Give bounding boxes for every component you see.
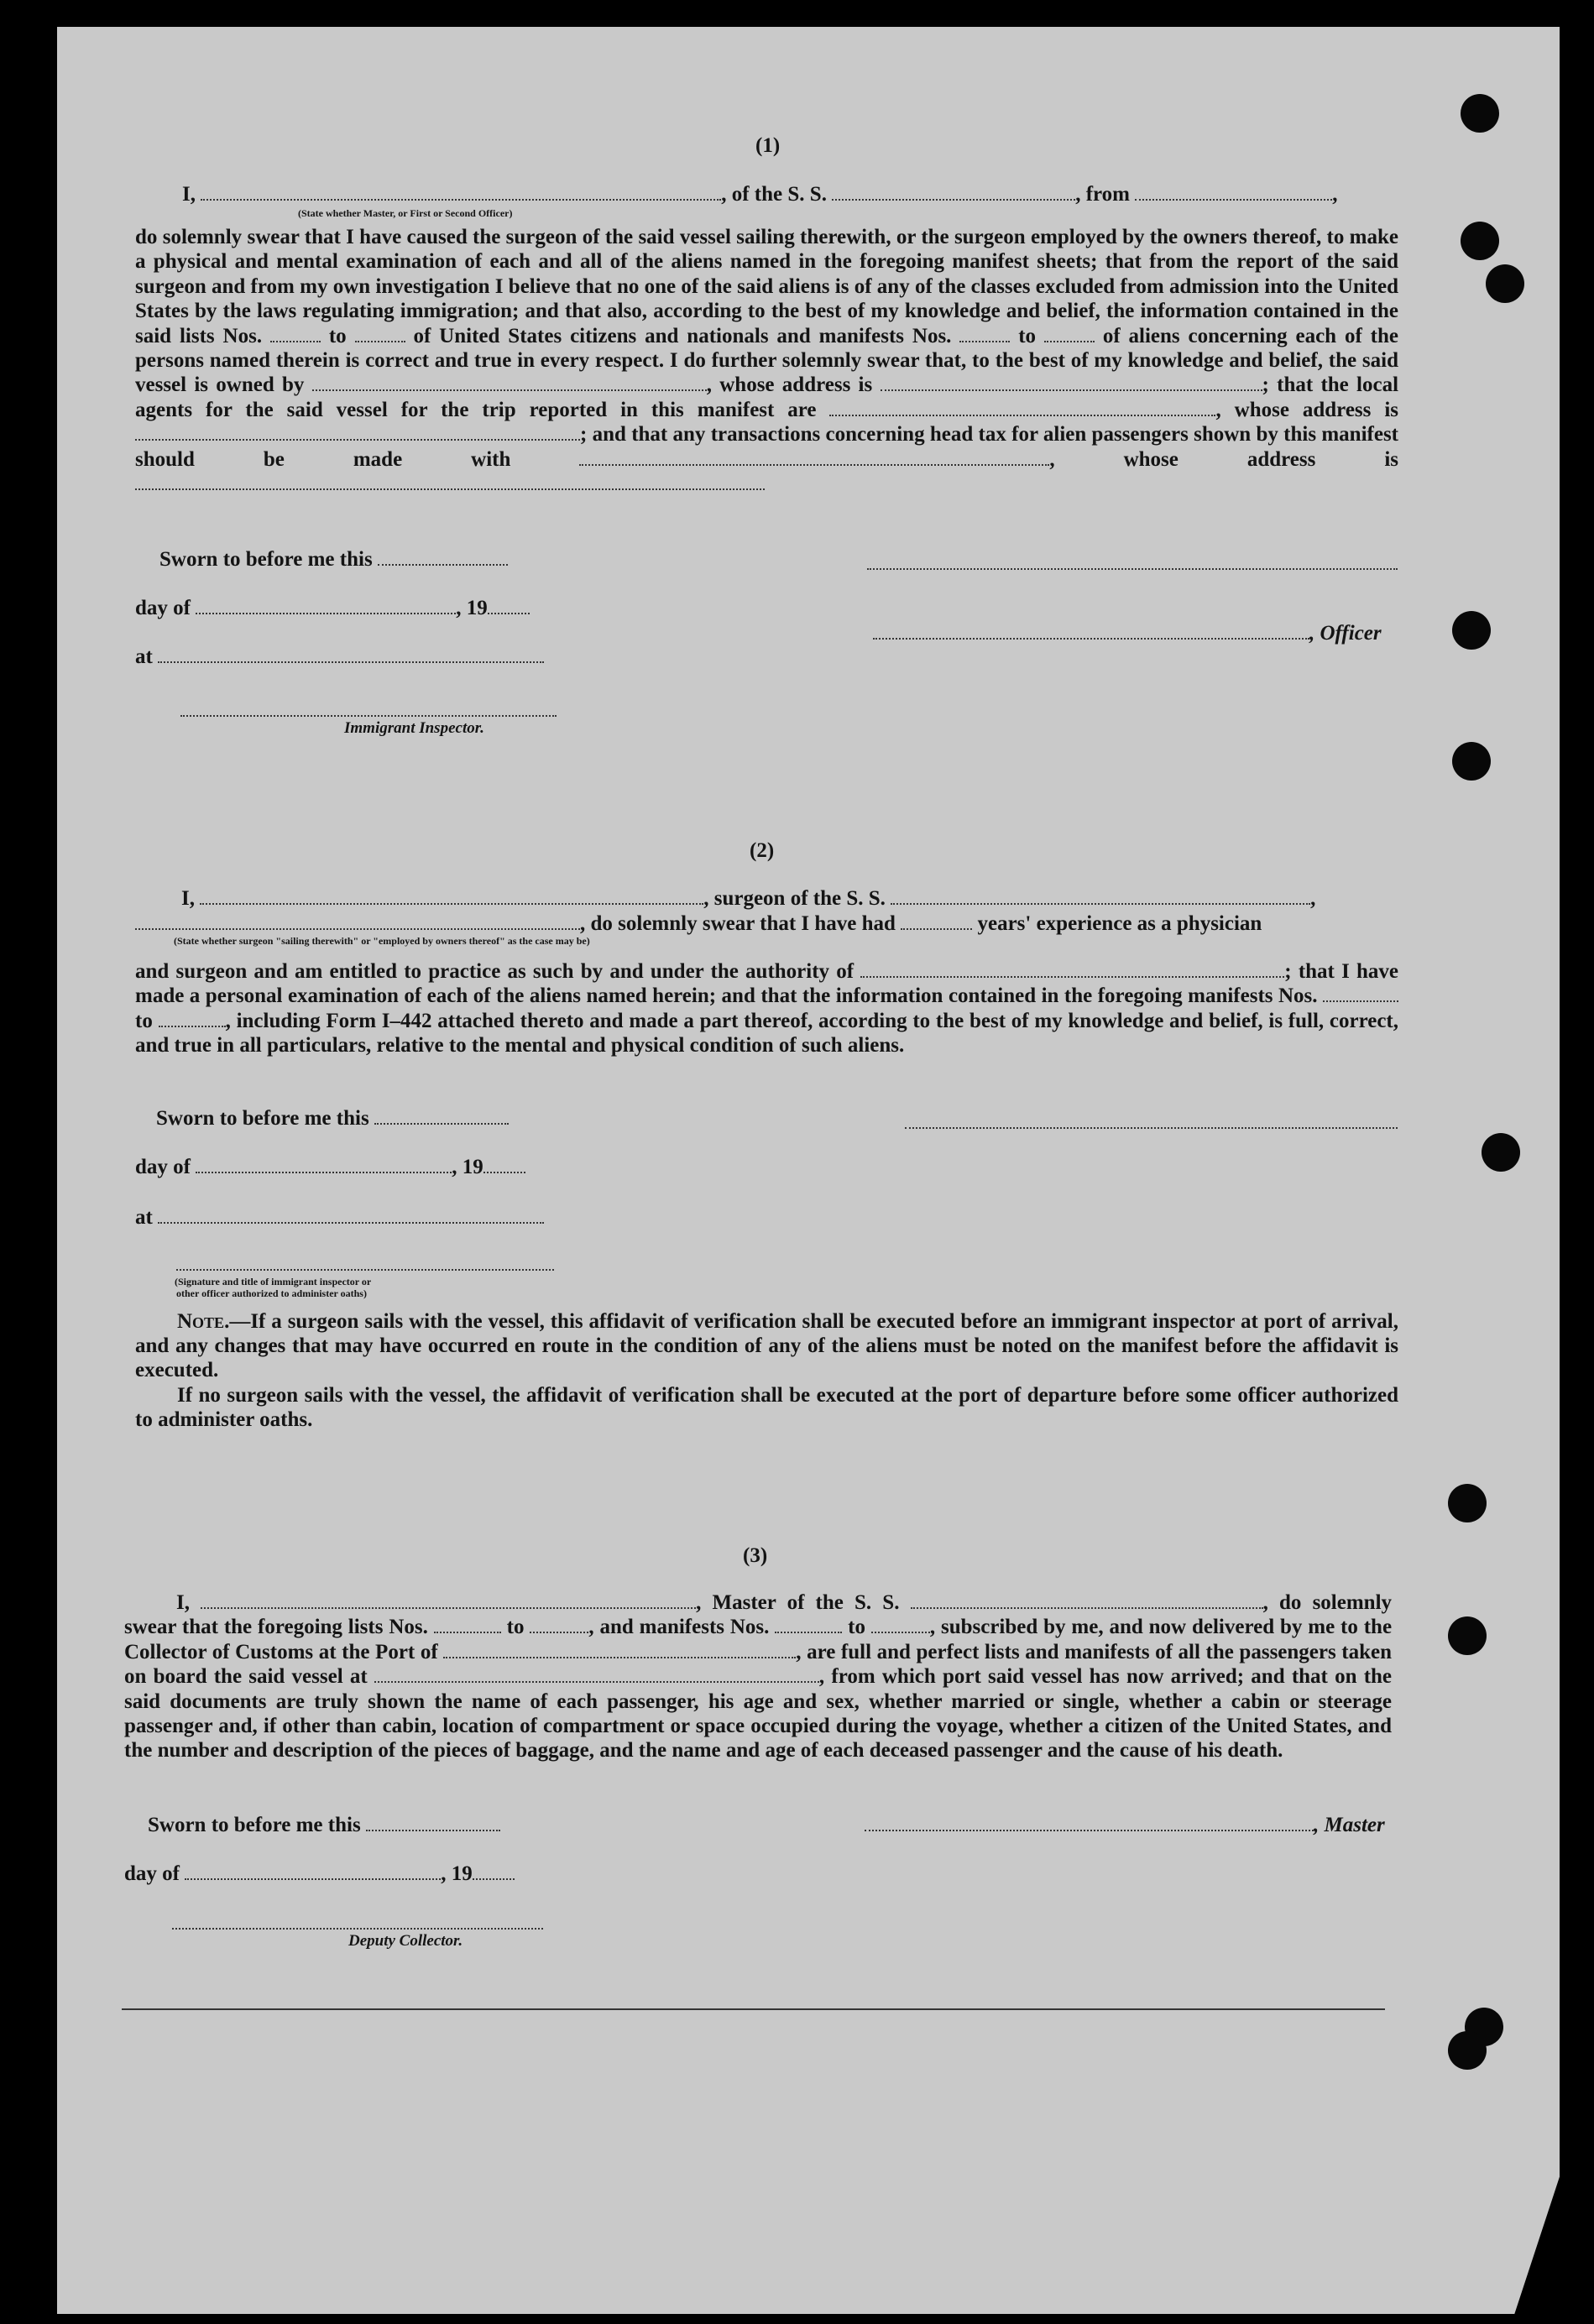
- immigrant-inspector-caption: Immigrant Inspector.: [344, 719, 484, 737]
- note-paragraph-2: [135, 1383, 1398, 1432]
- surgeon-signature-line[interactable]: [905, 1125, 1398, 1129]
- year-label: , 19: [456, 597, 488, 619]
- semicolon: ;: [1262, 373, 1269, 397]
- whose-address-label: , whose address is: [706, 373, 873, 397]
- of-the-ss-label: , of the S. S.: [721, 183, 827, 206]
- month-blank[interactable]: [196, 1157, 452, 1173]
- binder-hole: [1452, 742, 1491, 781]
- affidavit-3-heading: (3): [743, 1544, 768, 1567]
- day-of-label: day of: [135, 597, 191, 619]
- binder-hole: [1452, 611, 1491, 650]
- year-blank[interactable]: [483, 1157, 525, 1173]
- lists-from-blank[interactable]: [270, 326, 321, 342]
- year-blank[interactable]: [488, 598, 530, 614]
- owner-address-blank[interactable]: [881, 374, 1262, 391]
- officer-title-blank[interactable]: [201, 184, 721, 201]
- affidavit-2-body: [135, 959, 1398, 1058]
- manifests-to-blank[interactable]: [159, 1011, 226, 1027]
- sworn-line: [159, 547, 508, 572]
- day-of-label: day of: [135, 1156, 191, 1178]
- officer-line: [873, 621, 1382, 645]
- head-tax-party-blank[interactable]: [579, 449, 1049, 466]
- oath-text: , from which: [818, 1665, 936, 1689]
- manifests-from-blank[interactable]: [1323, 985, 1398, 1002]
- vessel-name-blank[interactable]: [891, 888, 1310, 905]
- pronoun-i: I,: [176, 1591, 190, 1614]
- agents-address-blank[interactable]: [135, 424, 580, 441]
- place-blank[interactable]: [158, 1207, 544, 1224]
- year-label: , 19: [452, 1156, 483, 1178]
- sworn-label: Sworn to before me this: [148, 1814, 361, 1836]
- surgeon-status-note: (State whether surgeon "sailing therewith" or "employed by owners thereof" as the case may be): [174, 935, 590, 947]
- year-label: , 19: [441, 1862, 473, 1885]
- oath-text: , and manifests Nos.: [588, 1616, 770, 1639]
- lists-from-blank[interactable]: [434, 1616, 501, 1633]
- master-signature-line[interactable]: [867, 567, 1398, 570]
- comma: ,: [1332, 183, 1338, 206]
- lists-to-blank[interactable]: [530, 1616, 588, 1633]
- oath-text: , including Form I–442 attached thereto and made a part thereof, according to the best of my knowledge and belief, is full, correct, and true in all particulars, relative to the mental and physical condition of such aliens.: [135, 1009, 1399, 1058]
- master-name-blank[interactable]: [201, 1592, 696, 1609]
- manifests-to-blank[interactable]: [1044, 326, 1095, 342]
- to-label: to: [506, 1616, 525, 1639]
- local-agents-blank[interactable]: [829, 400, 1215, 416]
- sworn-label: Sworn to before me this: [159, 548, 373, 571]
- sworn-day-blank[interactable]: [378, 549, 508, 566]
- month-blank[interactable]: [196, 598, 456, 614]
- binder-hole: [1461, 94, 1499, 133]
- master-line: [865, 1813, 1385, 1837]
- year-blank[interactable]: [473, 1863, 515, 1880]
- lists-to-blank[interactable]: [355, 326, 405, 342]
- comma: ,: [1215, 398, 1221, 421]
- binder-hole: [1461, 222, 1499, 260]
- affidavit-1-line-1: [135, 182, 1338, 206]
- officer-title-note: (State whether Master, or First or Second Officer): [298, 207, 513, 219]
- oath-text: port said vessel has now arrived; and that on the said documents are truly shown the name of each passenger, his age and sex, whether married or single, whether a cabin or steerage passenger and, if other than cabin, location of compartment or space occupied during the voyage, whether a citizen of the United States, and the number and description of the pieces of baggage, and the name and age of each deceased passenger and the cause of his death.: [124, 1665, 1393, 1763]
- day-of-line: [135, 596, 530, 620]
- vessel-name-blank[interactable]: [832, 184, 1075, 201]
- binder-hole: [1448, 1484, 1487, 1522]
- officer-label: , Officer: [1309, 622, 1382, 645]
- oath-text: of United States citizens and nationals and manifests Nos.: [413, 324, 952, 347]
- oath-text: years' experience as a physician: [977, 912, 1262, 935]
- vessel-name-blank[interactable]: [911, 1592, 1263, 1609]
- oath-text: ; and that any transactions concerning head tax for alien passengers shown by this manifest should be made with: [135, 423, 1398, 471]
- to-label: to: [328, 324, 347, 347]
- oath-text: swear that the foregoing lists Nos.: [124, 1616, 428, 1639]
- departure-port-blank[interactable]: [1135, 184, 1332, 201]
- manifests-from-blank[interactable]: [775, 1616, 842, 1633]
- oath-text: manifests of all the passengers taken on board the said vessel at: [124, 1640, 1393, 1689]
- comma: ,: [1310, 887, 1316, 910]
- binder-hole: [1448, 1616, 1487, 1655]
- affidavit-1-body: [135, 225, 1398, 496]
- master-signature-blank[interactable]: [865, 1815, 1314, 1831]
- oath-text: of aliens concerning each of the persons named therein is correct and true in every respect. I do further solemnly swear that, to the best of my knowledge and belief, the said vessel is owned by: [135, 324, 1399, 397]
- whose-address-label: , whose address is: [1049, 447, 1399, 471]
- place-blank[interactable]: [158, 646, 544, 663]
- oath-text: delivered by me to the Collector of Customs at the Port of: [124, 1616, 1393, 1663]
- month-blank[interactable]: [185, 1863, 441, 1880]
- sworn-line: [156, 1106, 509, 1131]
- pronoun-i: I,: [182, 183, 196, 206]
- oath-text: , subscribed by me, and now: [929, 1616, 1187, 1639]
- oath-text: and surgeon and am entitled to practice as such by and under the authority of: [135, 960, 854, 983]
- oath-text: , do solemnly swear that I have had: [580, 912, 896, 935]
- embarkation-port-blank[interactable]: [374, 1666, 819, 1683]
- inspector-signature-line[interactable]: [180, 713, 557, 717]
- from-label: , from: [1075, 183, 1130, 206]
- sworn-day-blank[interactable]: [374, 1108, 509, 1125]
- officer-signature-blank[interactable]: [873, 623, 1309, 640]
- oath-text: do solemnly swear that I have caused the surgeon of the said vessel sailing therewith, or the surgeon employed by the owners thereof, to make a physical and mental examination of each and all of the aliens named in the foregoing manifest sheets; that from the report of the said surgeon and from my own investigation I believe that no one of the said aliens is of any of the classes excluded from admission into the United States by the laws regulating immigration; and that also, according to the best of my knowledge and belief, the information contained in the said lists Nos.: [135, 226, 1398, 347]
- to-label: to: [848, 1616, 865, 1639]
- master-label: , Master: [1314, 1814, 1385, 1836]
- surgeon-of-ss-label: , surgeon of the S. S.: [703, 887, 886, 910]
- deputy-collector-caption: Deputy Collector.: [348, 1932, 463, 1950]
- sworn-label: Sworn to before me this: [156, 1107, 369, 1130]
- binder-hole: [1486, 264, 1524, 303]
- day-of-label: day of: [124, 1862, 180, 1885]
- manifests-from-blank[interactable]: [959, 326, 1010, 342]
- binder-hole: [1448, 2031, 1487, 2070]
- affidavit-1-heading: (1): [755, 134, 781, 157]
- pronoun-i: I,: [181, 887, 195, 910]
- signature-note-1: (Signature and title of immigrant inspector or: [175, 1276, 372, 1287]
- day-of-line: [135, 1155, 525, 1179]
- sworn-line: [148, 1813, 500, 1837]
- note-paragraph: [135, 1309, 1398, 1382]
- master-of-ss-label: , Master of the S. S.: [696, 1591, 900, 1614]
- signature-note-2: other officer authorized to administer oaths): [176, 1287, 367, 1299]
- note-text: If no surgeon sails with the vessel, the affidavit of verification shall be executed at the port of departure before some officer authorized to administer oaths.: [135, 1384, 1398, 1431]
- at-line: [135, 1205, 544, 1230]
- bottom-rule: [122, 2008, 1385, 2010]
- at-label: at: [135, 1206, 153, 1229]
- authority-blank[interactable]: [860, 961, 1284, 978]
- at-label: at: [135, 645, 153, 668]
- at-line: [135, 645, 544, 669]
- oath-text: , are full and perfect lists and: [796, 1640, 1059, 1663]
- affidavit-2-line-2: [135, 911, 1262, 936]
- years-blank[interactable]: [901, 913, 972, 930]
- affidavit-2-heading: (2): [750, 839, 775, 862]
- to-label: to: [135, 1009, 153, 1032]
- oath-text: whose address is: [1234, 398, 1398, 421]
- inspector-signature-line[interactable]: [176, 1267, 554, 1271]
- to-label: to: [1018, 324, 1037, 347]
- oath-text: , do solemnly: [1262, 1591, 1393, 1614]
- owner-blank[interactable]: [312, 374, 707, 391]
- note-label: Note.: [177, 1310, 230, 1333]
- oath-text: that the local agents for the said vessel for the trip reported in this manifest are: [135, 373, 1399, 421]
- affidavit-2-line-1: [135, 886, 1315, 911]
- affidavit-3-body: [124, 1590, 1392, 1763]
- head-tax-address-blank[interactable]: [135, 473, 765, 490]
- semicolon: ;: [1284, 960, 1292, 983]
- deputy-signature-line[interactable]: [172, 1926, 543, 1930]
- binder-hole: [1482, 1133, 1520, 1172]
- surgeon-name-blank[interactable]: [200, 888, 703, 905]
- day-of-line: [124, 1862, 515, 1886]
- note-text: —If a surgeon sails with the vessel, this affidavit of verification shall be executed before an immigrant inspector at port of arrival, and any changes that may have occurred en route in the condition of any of the aliens must be noted on the manifest before the affidavit is executed.: [135, 1310, 1398, 1381]
- port-blank[interactable]: [443, 1642, 796, 1658]
- manifests-to-blank[interactable]: [871, 1616, 930, 1633]
- sworn-day-blank[interactable]: [366, 1815, 500, 1831]
- oath-text: that I have made a personal examination of each of the aliens named herein; and that the information contained in the foregoing manifests Nos.: [135, 960, 1398, 1008]
- surgeon-status-blank[interactable]: [135, 913, 580, 930]
